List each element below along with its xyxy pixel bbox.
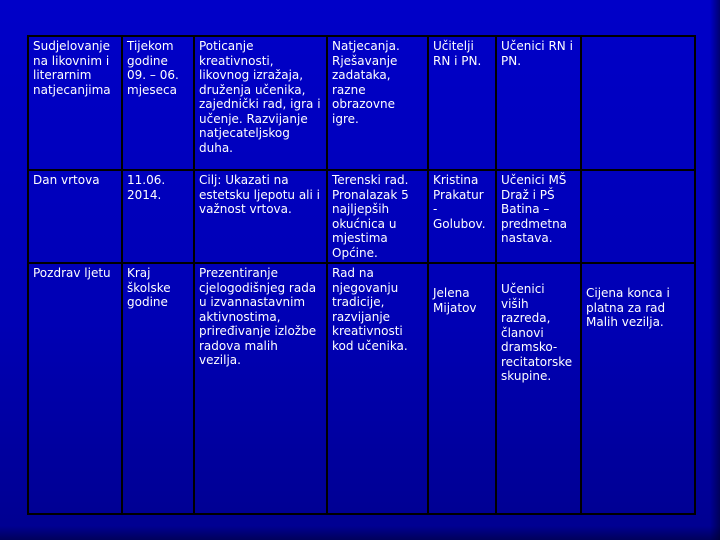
time-cell: 11.06. 2014.	[122, 170, 194, 263]
leader-cell: Jelena Mijatov	[428, 263, 496, 514]
table-row	[28, 263, 695, 514]
slide-shadow-right	[710, 0, 720, 540]
table-row	[28, 170, 695, 263]
leader-cell: Kristina Prakatur - Golubov.	[428, 170, 496, 263]
table-row	[28, 36, 695, 170]
note-cell	[581, 170, 695, 263]
activity-cell: Dan vrtova	[28, 170, 122, 263]
activity-cell: Sudjelovanje na likovnim i literarnim natjecanjima	[28, 36, 122, 170]
method-cell: Terenski rad. Pronalazak 5 najljepših okućnica u mjestima Općine.	[327, 170, 428, 263]
goal-cell: Poticanje kreativnosti, likovnog izražaja, druženja učenika, zajednički rad, igra i učenje. Razvijanje natjecateljskog duha.	[194, 36, 327, 170]
goal-cell: Cilj: Ukazati na estetsku ljepotu ali i važnost vrtova.	[194, 170, 327, 263]
goal-cell: Prezentiranje cjelogodišnjeg rada u izvannastavnim aktivnostima, priređivanje izložbe radova malih vezilja.	[194, 263, 327, 514]
method-cell: Natjecanja. Rješavanje zadataka, razne obrazovne igre.	[327, 36, 428, 170]
slide-shadow-bottom	[0, 526, 720, 540]
activity-cell: Pozdrav ljetu	[28, 263, 122, 514]
participants-cell: Učenici viših razreda, članovi dramsko-recitatorske skupine.	[496, 263, 581, 514]
time-cell: Tijekom godine 09. – 06. mjeseca	[122, 36, 194, 170]
note-cell: Cijena konca i platna za rad Malih vezilja.	[581, 263, 695, 514]
activity-table	[27, 35, 696, 515]
time-cell: Kraj školske godine	[122, 263, 194, 514]
participants-cell: Učenici MŠ Draž i PŠ Batina – predmetna nastava.	[496, 170, 581, 263]
method-cell: Rad na njegovanju tradicije, razvijanje kreativnosti kod učenika.	[327, 263, 428, 514]
leader-cell: Učitelji RN i PN.	[428, 36, 496, 170]
participants-cell: Učenici RN i PN.	[496, 36, 581, 170]
note-cell	[581, 36, 695, 170]
